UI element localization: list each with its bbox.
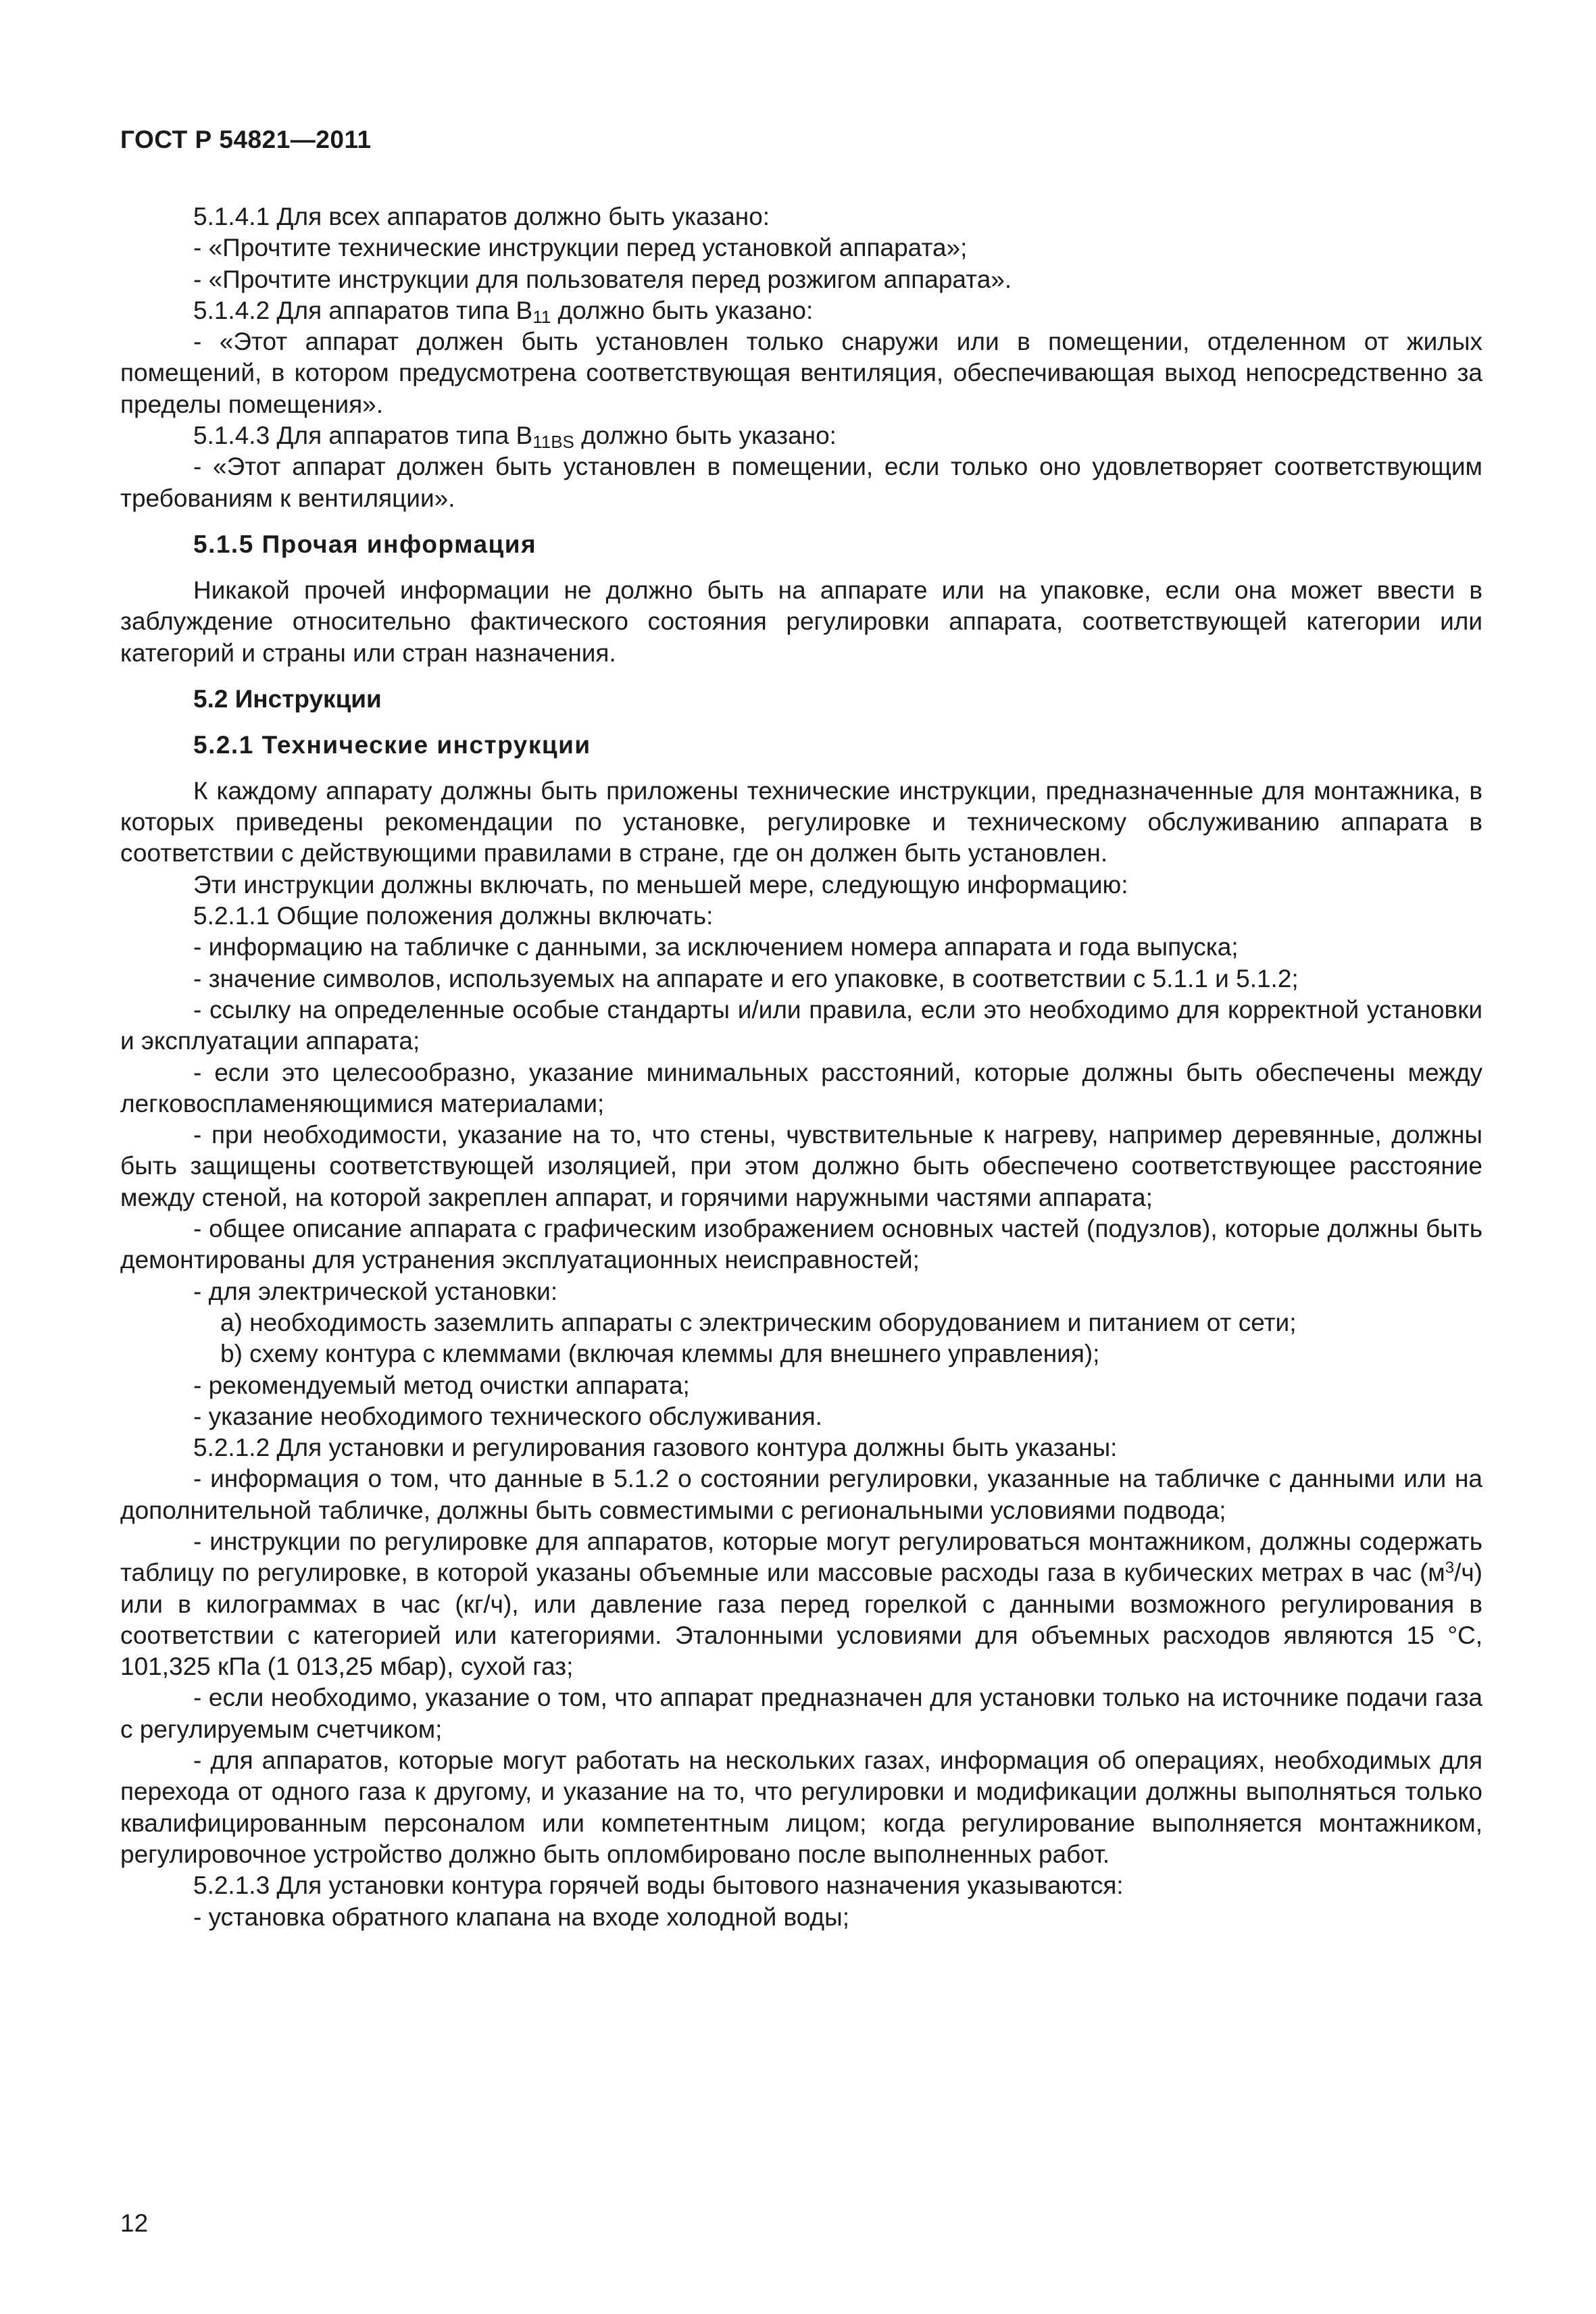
section-heading <box>120 730 1482 761</box>
paragraph-text: 5.1.5 Прочая информация <box>193 530 537 558</box>
paragraph-text: - для электрической установки: <box>193 1277 558 1305</box>
paragraph <box>120 1120 1482 1213</box>
paragraph <box>120 1432 1482 1463</box>
paragraph <box>120 932 1482 963</box>
paragraph-text: - ссылку на определенные особые стандарты и/или правила, если это необходимо для корректной установки и эксплуатации аппарата; <box>120 995 1482 1055</box>
paragraph-text: - инструкции по регулировке для аппаратов, которые могут регулироваться монтажником, должны содержать таблицу по регулировке, в которой указаны объемные или массовые расходы газа в кубических метрах в час (м <box>120 1527 1482 1587</box>
paragraph <box>120 1401 1482 1432</box>
paragraph <box>120 232 1482 263</box>
paragraph <box>120 264 1482 295</box>
paragraph <box>120 870 1482 901</box>
paragraph <box>120 901 1482 932</box>
paragraph-text: - указание необходимого технического обслуживания. <box>193 1402 822 1430</box>
document-page <box>120 0 1482 2314</box>
paragraph <box>120 963 1482 995</box>
paragraph-text: Никакой прочей информации не должно быть на аппарате или на упаковке, если она может ввести в заблуждение относительно фактического состояния регулировки аппарата, соответствующей категории или категорий и страны или стран назначения. <box>120 576 1482 667</box>
paragraph-text: - «Прочтите инструкции для пользователя перед розжигом аппарата». <box>193 265 1012 293</box>
paragraph-text: - информация о том, что данные в 5.1.2 о состоянии регулировки, указанные на табличке с данными или на дополнительной табличке, должны быть совместимыми с региональными условиями подвода; <box>120 1465 1482 1524</box>
paragraph-text: должно быть указано: <box>551 296 814 324</box>
paragraph-text: 5.2.1 Технические инструкции <box>193 730 591 759</box>
subscript: 11 <box>532 306 551 327</box>
section-heading <box>120 684 1482 715</box>
paragraph-text: - рекомендуемый метод очистки аппарата; <box>193 1371 690 1399</box>
section-heading <box>120 529 1482 560</box>
paragraph <box>120 1370 1482 1401</box>
paragraph <box>120 1682 1482 1745</box>
paragraph-text: - значение символов, используемых на аппарате и его упаковке, в соответствии с 5.1.1 и 5.1.2; <box>193 964 1299 992</box>
paragraph-text: 5.1.4.1 Для всех аппаратов должно быть указано: <box>193 203 770 230</box>
paragraph <box>120 995 1482 1057</box>
document-header: ГОСТ Р 54821—2011 <box>120 126 372 153</box>
paragraph-text: - «Прочтите технические инструкции перед установкой аппарата»; <box>193 234 968 262</box>
paragraph-text: 5.1.4.2 Для аппаратов типа B <box>193 296 533 324</box>
paragraph <box>120 326 1482 420</box>
paragraph-text: должно быть указано: <box>574 422 837 450</box>
paragraph <box>120 1307 1482 1338</box>
paragraph <box>120 1338 1482 1369</box>
paragraph <box>120 1276 1482 1307</box>
paragraph-text: 5.2.1.3 Для установки контура горячей воды бытового назначения указываются: <box>193 1871 1124 1900</box>
paragraph <box>120 776 1482 870</box>
paragraph <box>120 1057 1482 1120</box>
paragraph-text: - информацию на табличке с данными, за исключением номера аппарата и года выпуска; <box>193 933 1239 961</box>
paragraph-text: 5.1.4.3 Для аппаратов типа B <box>193 422 533 450</box>
paragraph-text: - если необходимо, указание о том, что аппарат предназначен для установки только на источнике подачи газа с регулируемым счетчиком; <box>120 1684 1482 1743</box>
paragraph <box>120 1745 1482 1870</box>
paragraph-text: a) необходимость заземлить аппараты с электрическим оборудованием и питанием от сети; <box>220 1308 1297 1336</box>
paragraph <box>120 1902 1482 1933</box>
paragraph-text: - «Этот аппарат должен быть установлен только снаружи или в помещении, отделенном от жилых помещений, в котором предусмотрена соответствующая вентиляция, обеспечивающая выход непосредственно за пределы помещения». <box>120 328 1482 418</box>
paragraph <box>120 420 1482 451</box>
paragraph-text: - «Этот аппарат должен быть установлен в помещении, если только оно удовлетворяет соответствующим требованиям к вентиляции». <box>120 453 1482 512</box>
page-number: 12 <box>120 2209 149 2237</box>
paragraph-text: - общее описание аппарата с графическим изображением основных частей (подузлов), которые должны быть демонтированы для устранения эксплуатационных неисправностей; <box>120 1215 1482 1274</box>
paragraph-text: b) схему контура с клеммами (включая клеммы для внешнего управления); <box>220 1340 1100 1368</box>
paragraph-text: - для аппаратов, которые могут работать на нескольких газах, информация об операциях, необходимых для перехода от одного газа к другому, и указание на то, что регулировки и модификации должны выполняться только квалифицированным персоналом или компетентным лицом; когда регулирование выполняется монтажником, регулировочное устройство должно быть опломбировано после выполненных работ. <box>120 1746 1482 1868</box>
paragraph <box>120 295 1482 326</box>
paragraph <box>120 1213 1482 1276</box>
paragraph-text: - если это целесообразно, указание минимальных расстояний, которые должны быть обеспечены между легковоспламеняющимися материалами; <box>120 1058 1482 1117</box>
paragraph-text: К каждому аппарату должны быть приложены технические инструкции, предназначенные для монтажника, в которых приведены рекомендации по установке, регулировке и техническому обслуживанию аппарата в соответствии с действующими правилами в стране, где он должен быть установлен. <box>120 776 1482 867</box>
paragraph <box>120 1463 1482 1526</box>
paragraph-text: - установка обратного клапана на входе холодной воды; <box>193 1903 849 1931</box>
paragraph <box>120 201 1482 232</box>
paragraph-text: - при необходимости, указание на то, что стены, чувствительные к нагреву, например деревянные, должны быть защищены соответствующей изоляцией, при этом должно быть обеспечено соответствующее расстояние между стеной, на которой закреплен аппарат, и горячими наружными частями аппарата; <box>120 1121 1482 1211</box>
paragraph <box>120 575 1482 669</box>
paragraph <box>120 1526 1482 1682</box>
superscript: 3 <box>1445 1559 1455 1578</box>
paragraph-text: 5.2.1.2 Для установки и регулирования газового контура должны быть указаны: <box>193 1434 1118 1462</box>
paragraph-text: 5.2.1.1 Общие положения должны включать: <box>193 902 714 930</box>
subscript: 11BS <box>532 432 574 453</box>
paragraph-text: 5.2 Инструкции <box>193 684 382 713</box>
paragraph-text: /ч) или в килограммах в час (кг/ч), или давление газа перед горелкой с данными возможного регулирования в соответствии с категорией или категориями. Эталонными условиями для объемных расходов являются 15 °С, 101,325 кПа (1 013,25 мбар), сухой газ; <box>120 1559 1482 1681</box>
paragraph <box>120 451 1482 514</box>
paragraph <box>120 1870 1482 1901</box>
document-body <box>120 201 1482 1933</box>
paragraph-text: Эти инструкции должны включать, по меньшей мере, следующую информацию: <box>193 870 1128 899</box>
